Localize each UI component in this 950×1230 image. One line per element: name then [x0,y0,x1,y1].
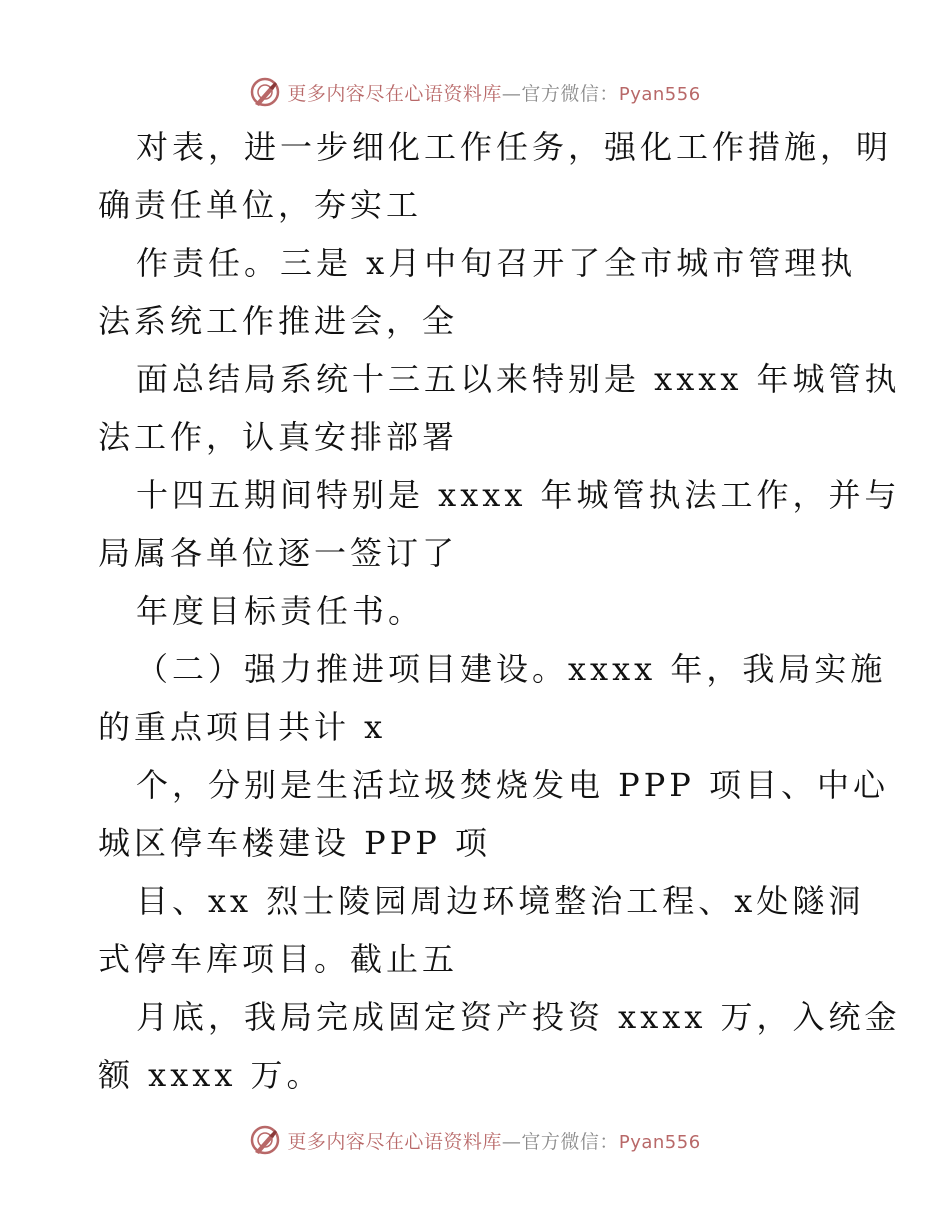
pen-logo-icon [249,1124,281,1156]
text-line: 城区停车楼建设 PPP 项 [98,824,491,862]
text-line: 确责任单位，夯实工 [98,186,423,224]
watermark-wechat-id: Pyan556 [618,1131,701,1153]
text-line: 年度目标责任书。 [136,592,425,630]
footer-watermark [0,1120,950,1160]
watermark-sub-text: —官方微信： [501,82,619,105]
text-line: 法工作，认真安排部署 [98,418,459,456]
text-line: 面总结局系统十三五以来特别是 xxxx 年城管执 [136,360,901,398]
text-line: 个，分别是生活垃圾焚烧发电 PPP 项目、中心 [136,766,889,804]
pen-logo-icon [249,76,281,108]
text-line: 局属各单位逐一签订了 [98,534,459,572]
text-line: 十四五期间特别是 xxxx 年城管执法工作，并与 [136,476,901,514]
text-line: 目、xx 烈士陵园周边环境整治工程、x处隧洞 [136,882,865,920]
text-line: 法系统工作推进会，全 [98,302,459,340]
watermark-wechat-id: Pyan556 [618,83,701,105]
text-line: 式停车库项目。截止五 [98,940,459,978]
watermark-main-text: 更多内容尽在心语资料库 [287,82,502,105]
document-body [98,118,901,1104]
text-line: 额 xxxx 万。 [98,1056,323,1094]
header-watermark [0,72,950,112]
watermark-text [287,1127,700,1154]
watermark-sub-text: —官方微信： [501,1130,619,1153]
text-line: 对表，进一步细化工作任务，强化工作措施，明 [136,128,893,166]
text-line: 月底，我局完成固定资产投资 xxxx 万，入统金 [136,998,901,1036]
text-line: 的重点项目共计 x [98,708,387,746]
watermark-text [287,79,700,106]
text-line: （二）强力推进项目建设。xxxx 年，我局实施 [136,650,887,688]
text-line: 作责任。三是 x月中旬召开了全市城市管理执 [136,244,857,282]
watermark-main-text: 更多内容尽在心语资料库 [287,1130,502,1153]
